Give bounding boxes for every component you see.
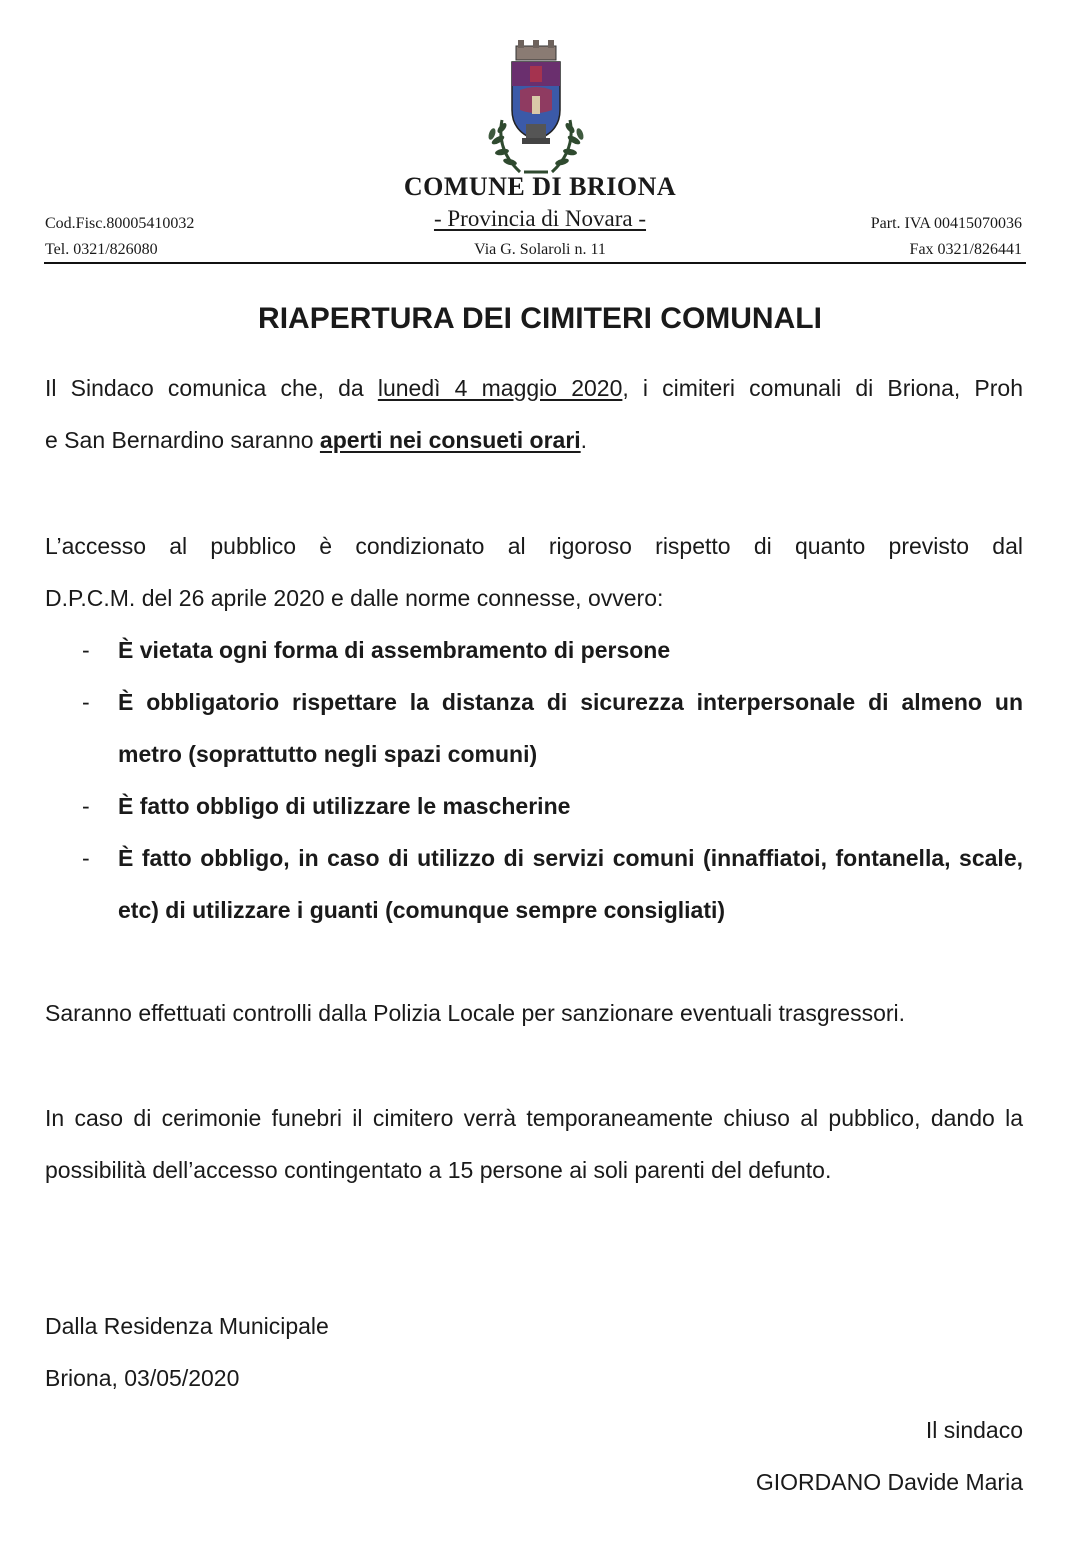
province-text: - Provincia di Novara - [433, 206, 647, 231]
intro-line-1 [45, 362, 1023, 414]
list-item [45, 624, 1023, 676]
municipal-crest-icon [476, 40, 596, 180]
fiscal-code: Cod.Fisc.80005410032 [45, 215, 195, 232]
rule-text: È fatto obbligo di utilizzare le mascherine [118, 793, 571, 819]
rule-text: È fatto obbligo, in caso di utilizzo di servizi comuni (innaffiatoi, fontanella, scale, etc) di utilizzare i guanti (comunque sempre consigliati) [118, 845, 1023, 923]
address: Via G. Solaroli n. 11 [474, 241, 606, 258]
signer-role: Il sindaco [925, 1417, 1023, 1443]
vat-number: Part. IVA 00415070036 [870, 215, 1022, 232]
header-divider [44, 262, 1026, 264]
list-dash: - [82, 793, 90, 819]
list-item [45, 780, 1023, 832]
access-line-2: D.P.C.M. del 26 aprile 2020 e dalle norme connesse, ovvero: [45, 585, 664, 611]
list-dash: - [82, 845, 90, 871]
rules-list [45, 624, 1023, 936]
intro-text-d: . [580, 427, 588, 453]
funerals-paragraph: In caso di cerimonie funebri il cimitero verrà temporaneamente chiuso al pubblico, dando la possibilità dell’accesso contingentato a 15 persone ai soli parenti del defunto. [45, 1105, 1023, 1183]
list-dash: - [82, 689, 90, 715]
fax-number: Fax 0321/826441 [909, 241, 1022, 258]
controls-paragraph: Saranno effettuati controlli dalla Polizia Locale per sanzionare eventuali trasgressori. [45, 1000, 906, 1026]
reopening-date: lunedì 4 maggio 2020 [377, 375, 623, 401]
list-item [45, 676, 1023, 780]
access-paragraph [45, 520, 1023, 624]
list-item [45, 832, 1023, 936]
intro-line-2 [45, 414, 1023, 466]
telephone: Tel. 0321/826080 [45, 241, 158, 258]
issuing-place: Dalla Residenza Municipale [45, 1313, 329, 1339]
municipality-name: COMUNE DI BRIONA [403, 172, 677, 201]
intro-text-c: e San Bernardino saranno [45, 427, 320, 453]
signer-name: GIORDANO Davide Maria [755, 1469, 1023, 1495]
notice-title: RIAPERTURA DEI CIMITERI COMUNALI [258, 302, 822, 335]
access-line-1: L’accesso al pubblico è condizionato al rigoroso rispetto di quanto previsto dal [45, 533, 1023, 559]
issue-date: Briona, 03/05/2020 [45, 1365, 240, 1391]
intro-paragraph [45, 362, 1023, 466]
intro-text-a: Il Sindaco comunica che, da [45, 375, 378, 401]
opening-hours-note: aperti nei consueti orari [319, 427, 581, 453]
list-dash: - [82, 637, 90, 663]
intro-text-b: , i cimiteri comunali di Briona, Proh [622, 375, 1024, 401]
rule-text: È vietata ogni forma di assembramento di persone [118, 637, 671, 663]
rule-text: È obbligatorio rispettare la distanza di sicurezza interpersonale di almeno un metro (soprattutto negli spazi comuni) [118, 689, 1023, 767]
